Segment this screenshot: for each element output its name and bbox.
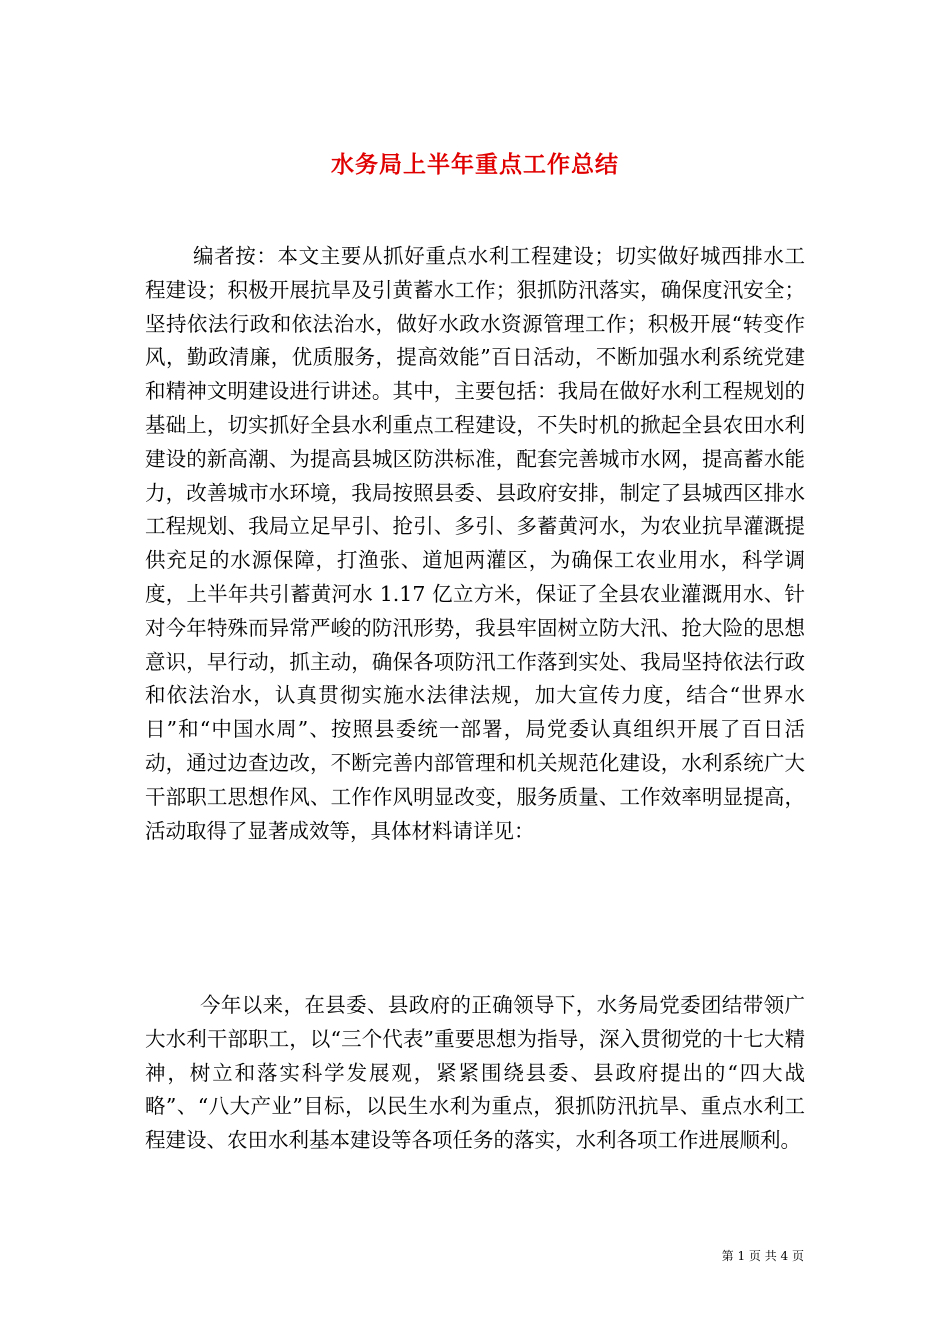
document-title: 水务局上半年重点工作总结 (331, 151, 619, 179)
body-paragraph: 今年以来，在县委、县政府的正确领导下，水务局党委团结带领广大水利干部职工，以“三个代表”重要思想为指导，深入贯彻党的十七大精神，树立和落实科学发展观，紧紧围绕县委、县政府提出的“四大战略”、“八大产业”目标，以民生水利为重点，狠抓防汛抗旱、重点水利工程建设、农田水利基本建设等各项任务的落实，水利各项工作进展顺利。 (145, 993, 805, 1153)
editor-note-paragraph: 编者按：本文主要从抓好重点水利工程建设；切实做好城西排水工程建设；积极开展抗旱及引黄蓄水工作；狠抓防汛落实，确保度汛安全；坚持依法行政和依法治水，做好水政水资源管理工作；积极开展“转变作风，勤政清廉，优质服务，提高效能”百日活动，不断加强水利系统党建和精神文明建设进行讲述。其中，主要包括：我局在做好水利工程规划的基础上，切实抓好全县水利重点工程建设，不失时机的掀起全县农田水利建设的新高潮、为提高县城区防洪标准，配套完善城市水网，提高蓄水能力，改善城市水环境，我局按照县委、县政府安排，制定了县城西区排水工程规划、我局立足早引、抢引、多引、多蓄黄河水，为农业抗旱灌溉提供充足的水源保障，打渔张、道旭两灌区，为确保工农业用水，科学调度，上半年共引蓄黄河水 1.17 亿立方米，保证了全县农业灌溉用水、针对今年特殊而异常严峻的防汛形势，我县牢固树立防大汛、抢大险的思想意识，早行动，抓主动，确保各项防汛工作落到实处、我局坚持依法行政和依法治水，认真贯彻实施水法律法规，加大宣传力度，结合“世界水日”和“中国水周”、按照县委统一部署，局党委认真组织开展了百日活动，通过边查边改，不断完善内部管理和机关规范化建设，水利系统广大干部职工思想作风、工作作风明显改变，服务质量、工作效率明显提高，活动取得了显著成效等，具体材料请详见： (145, 244, 805, 843)
page-number-footer: 第 1 页 共 4 页 (721, 1249, 804, 1263)
